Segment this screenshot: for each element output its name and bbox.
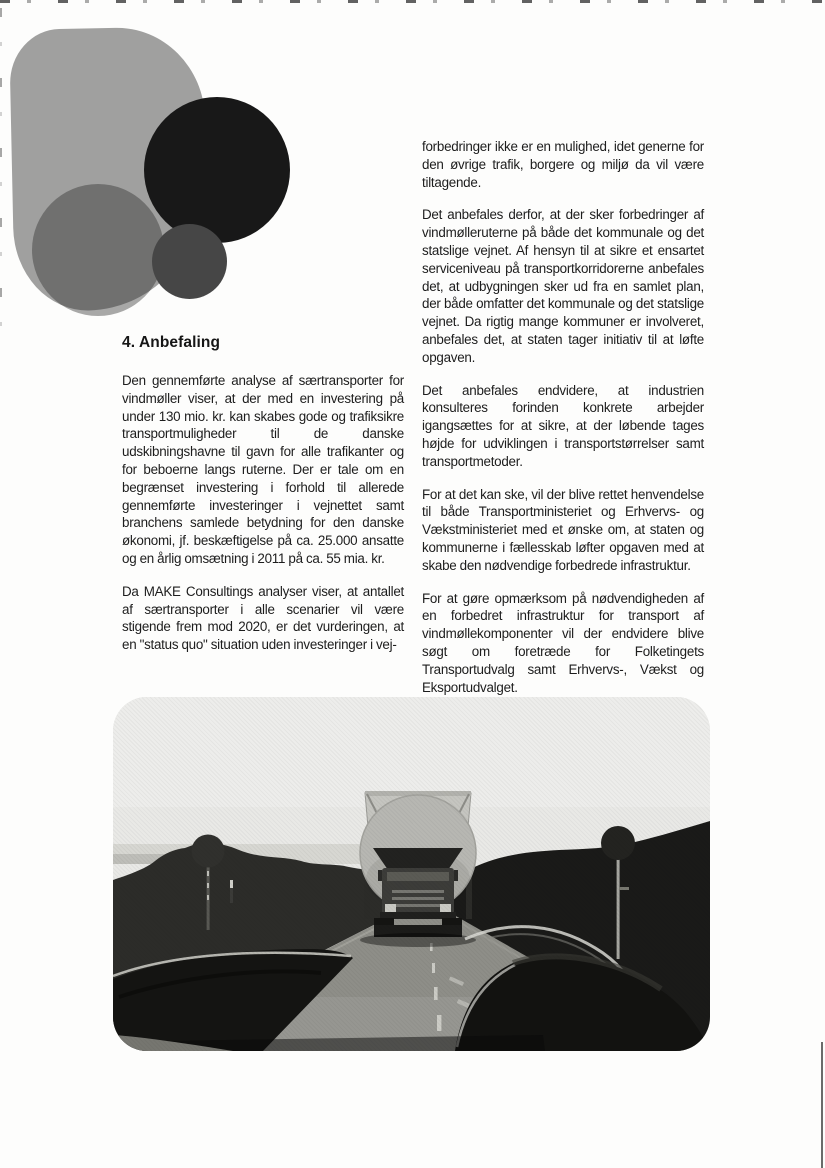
- body-paragraph: Det anbefales derfor, at der sker forbedringer af vindmølleruterne på både det kommunale og det statslige vejnet. Af hensyn til at sikre et ensartet serviceniveau på transportkorridorerne anbefales det, at udbygningen sker ud fra en samlet plan, der både omfatter det kommunale og det statslige vejnet. Da rigtig mange kommuner er involveret, anbefales det, at staten tager initiativ til at løfte opgaven.: [422, 207, 704, 365]
- decorative-shapes: [0, 0, 320, 340]
- scan-artifact-right: [821, 1042, 823, 1168]
- body-paragraph: Da MAKE Consultings analyser viser, at antallet af særtransporter i alle scenarier vil være stigende frem mod 2020, er det vurderingen, at en "status quo" situation uden investeringer i vej-: [122, 583, 404, 653]
- body-paragraph: For at det kan ske, vil der blive rettet henvendelse til både Transportministeriet og Erhvervs- og Vækstministeriet med et ønske om, at staten og kommunerne i fællesskab løfter opgaven med at skabe den nødvendige forbedrede infrastruktur.: [422, 486, 704, 573]
- left-column: [122, 334, 404, 669]
- decorative-small-dark-circle: [152, 224, 227, 299]
- decorative-black-circle: [144, 97, 290, 243]
- body-paragraph: Det anbefales endvidere, at industrien konsulteres forinden konkrete arbejder igangsættes for at sikre, at der løbende tages højde for udviklingen i transportstørrelser samt transportmetoder.: [422, 382, 704, 469]
- photo-left-post: [230, 880, 233, 903]
- body-paragraph: Den gennemførte analyse af særtransporter for vindmøller viser, at der med en investering på under 130 mio. kr. kan skabes gode og trafiksikre transportmuligheder til de danske udskibningshavne til gavn for alle trafikanter og for beboerne langs ruterne. Der er tale om en begrænset investering i forhold til allerede gennemførte investeringer i vejnettet samt branchens samlede betydning for den danske økonomi, jf. beskæftigelse på ca. 25.000 ansatte og en årlig omsætning i 2011 på ca. 55 mia. kr.: [122, 373, 404, 566]
- right-column: [422, 138, 704, 711]
- photo-sky-upper: [113, 697, 710, 807]
- photo-wind-turbine-transport: [113, 697, 710, 1051]
- body-paragraph: For at gøre opmærksom på nødvendigheden af en forbedret infrastruktur for transport af vindmøllekomponenter vil der endvidere blive søgt om foretræde for Folketingets Transportudvalg samt Erhvervs-, Vækst og Eksportudvalget.: [422, 590, 704, 695]
- decorative-gray-circle: [32, 184, 164, 316]
- photo-windshield-visor: [373, 848, 463, 870]
- photo-headlight-right: [440, 904, 451, 912]
- photo-headlight-left: [385, 904, 396, 912]
- body-paragraph: forbedringer ikke er en mulighed, idet generne for den øvrige trafik, borgere og miljø da vil være tiltagende.: [422, 139, 704, 190]
- section-heading: 4. Anbefaling: [122, 334, 221, 351]
- photo-illustration: [113, 697, 710, 1051]
